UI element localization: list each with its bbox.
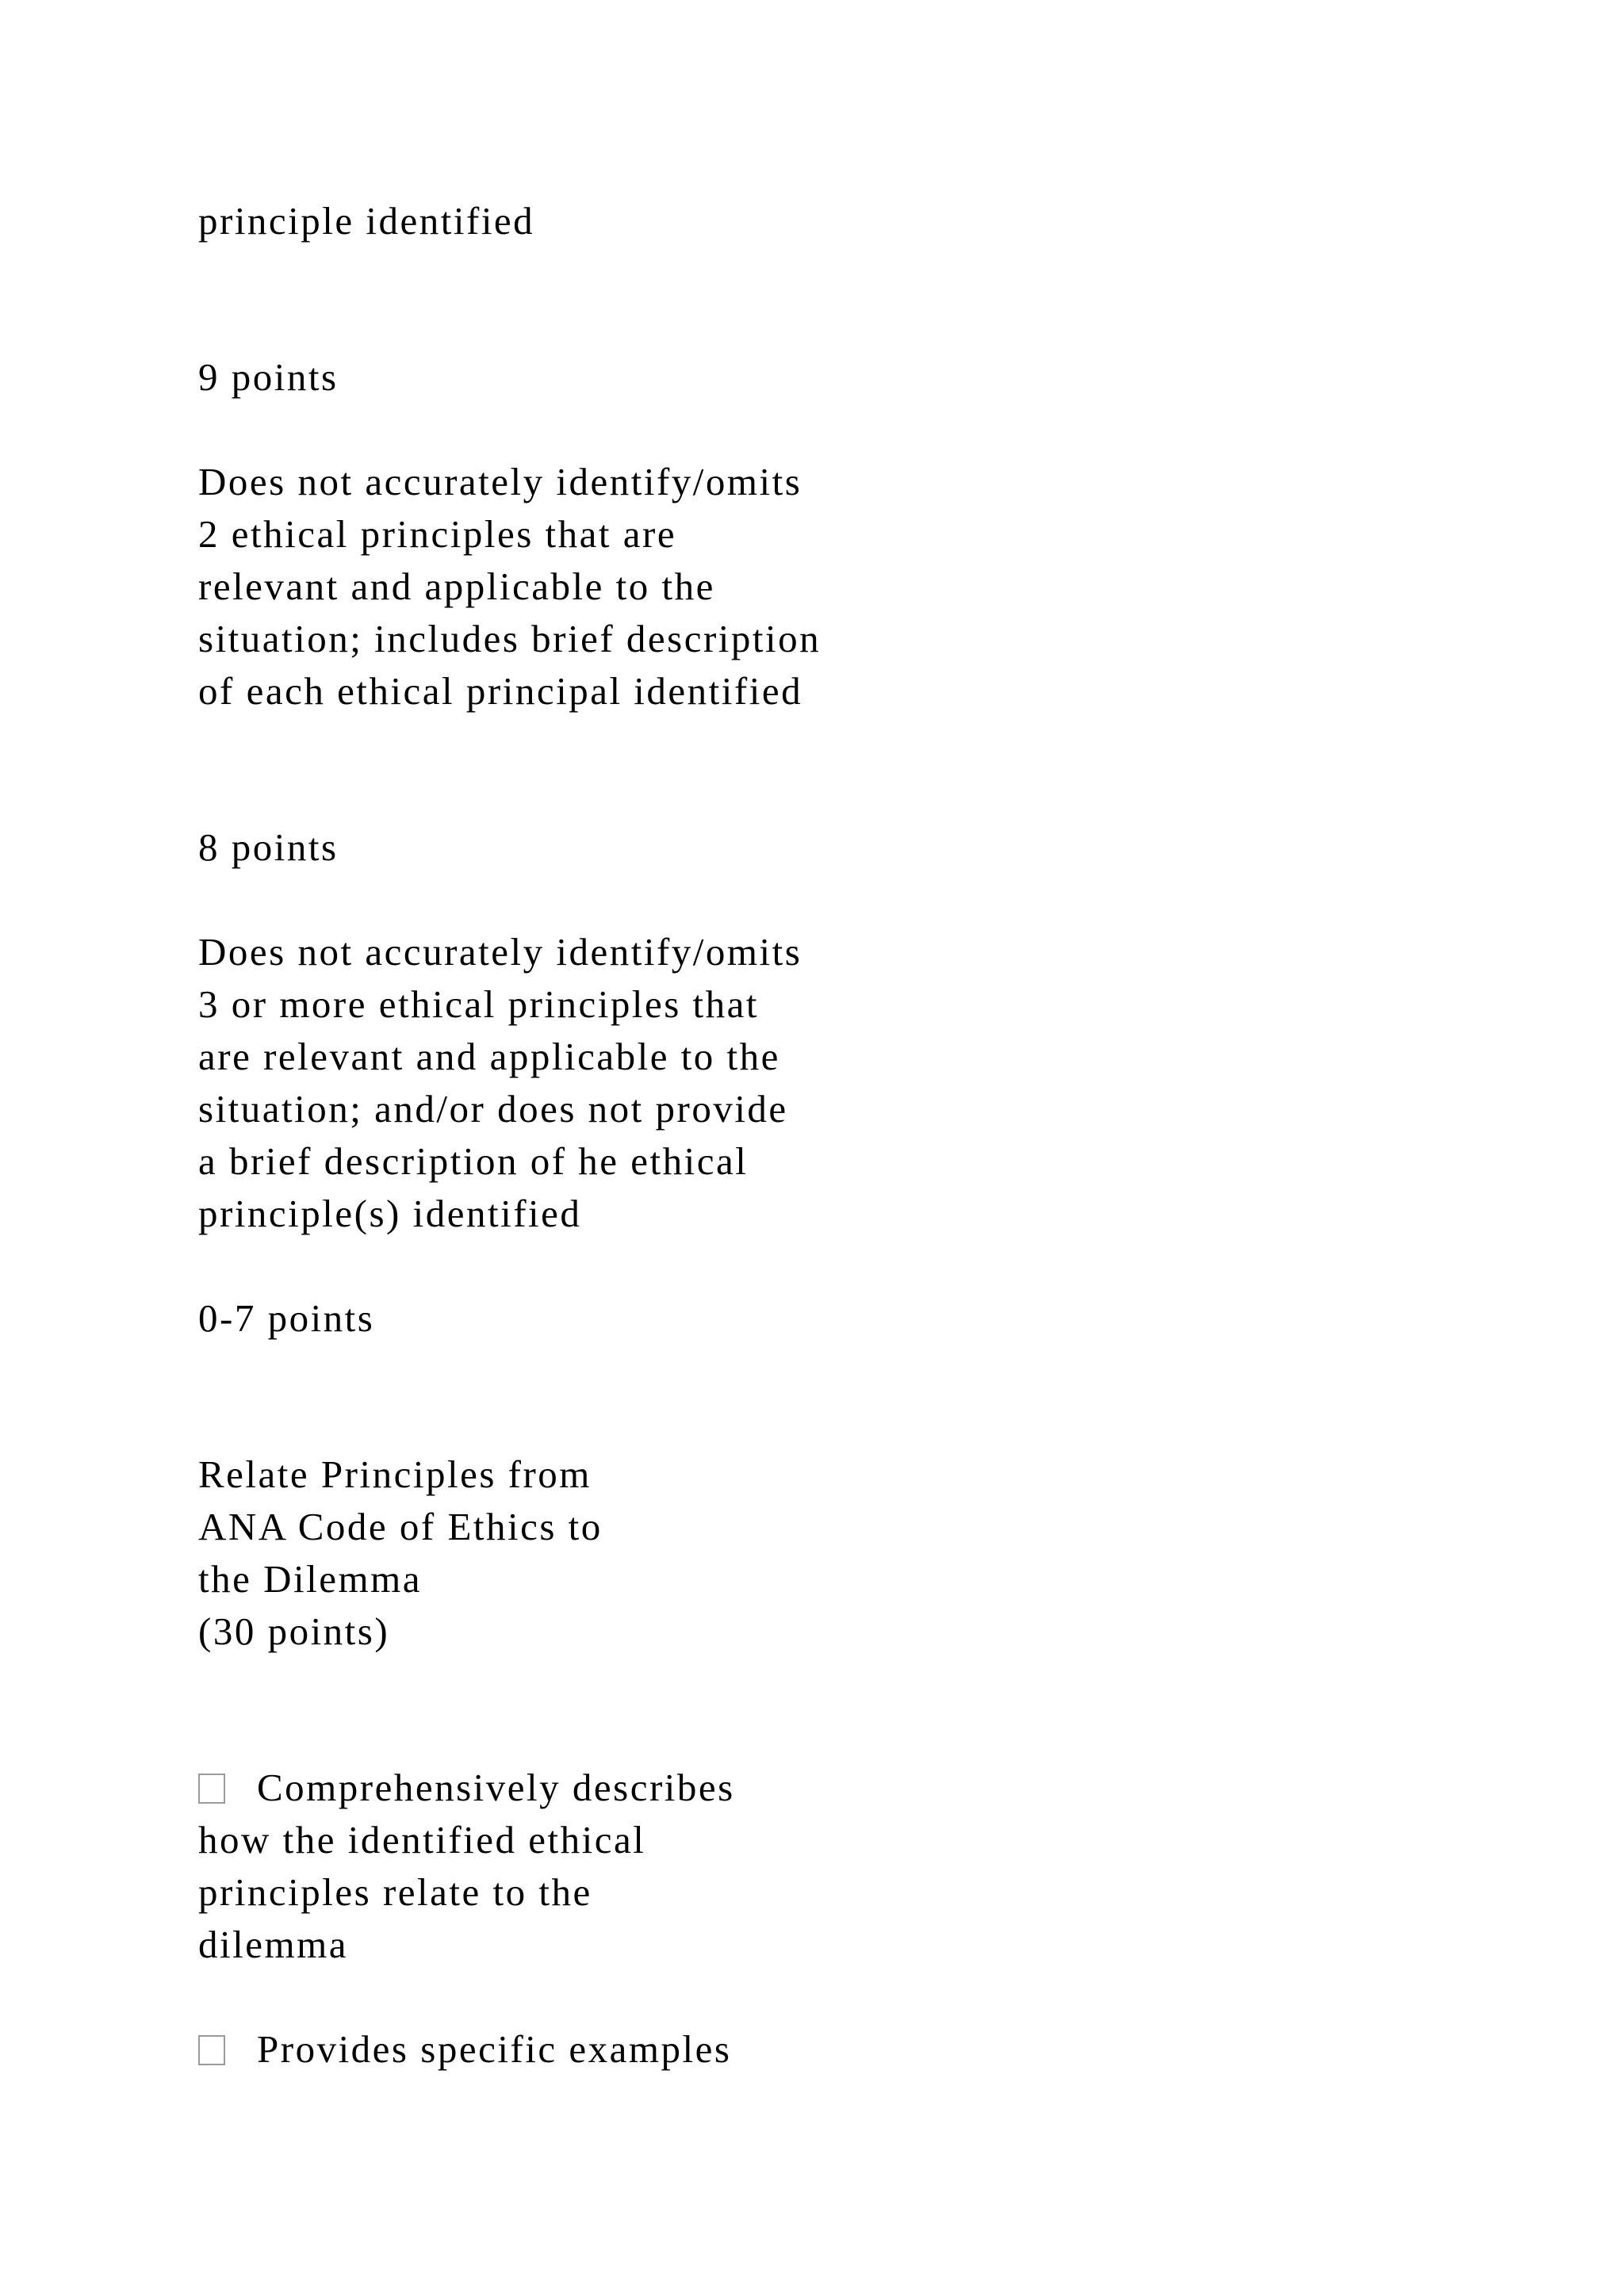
bullet-icon (198, 2035, 225, 2065)
text-line: principle(s) identified (198, 1192, 582, 1235)
text-line: relevant and applicable to the (198, 564, 715, 608)
text-line: situation; and/or does not provide (198, 1087, 788, 1131)
bullet-text: Comprehensively describes (257, 1766, 735, 1809)
text-line: dilemma (198, 1923, 348, 1966)
section-points: (30 points) (198, 1609, 390, 1653)
text-line-principle-identified: principle identified (198, 199, 535, 243)
section-heading: the Dilemma (198, 1557, 422, 1601)
section-heading: ANA Code of Ethics to (198, 1505, 603, 1548)
bullet-item (198, 2023, 731, 2076)
bullet-icon (198, 1774, 225, 1804)
points-0-7: 0-7 points (198, 1296, 375, 1340)
text-line: 3 or more ethical principles that (198, 982, 760, 1026)
text-line: a brief description of he ethical (198, 1139, 749, 1183)
text-line: Does not accurately identify/omits (198, 460, 802, 503)
bullet-text: Provides specific examples (257, 2027, 732, 2071)
points-9: 9 points (198, 355, 339, 399)
text-line: are relevant and applicable to the (198, 1035, 780, 1078)
text-line: of each ethical principal identified (198, 669, 803, 713)
section-heading: Relate Principles from (198, 1452, 592, 1496)
text-line: principles relate to the (198, 1870, 592, 1914)
bullet-item (198, 1762, 735, 1814)
text-line: how the identified ethical (198, 1818, 646, 1862)
text-line: 2 ethical principles that are (198, 512, 677, 556)
text-line: Does not accurately identify/omits (198, 930, 802, 974)
text-line: situation; includes brief description (198, 617, 822, 660)
points-8: 8 points (198, 825, 339, 869)
